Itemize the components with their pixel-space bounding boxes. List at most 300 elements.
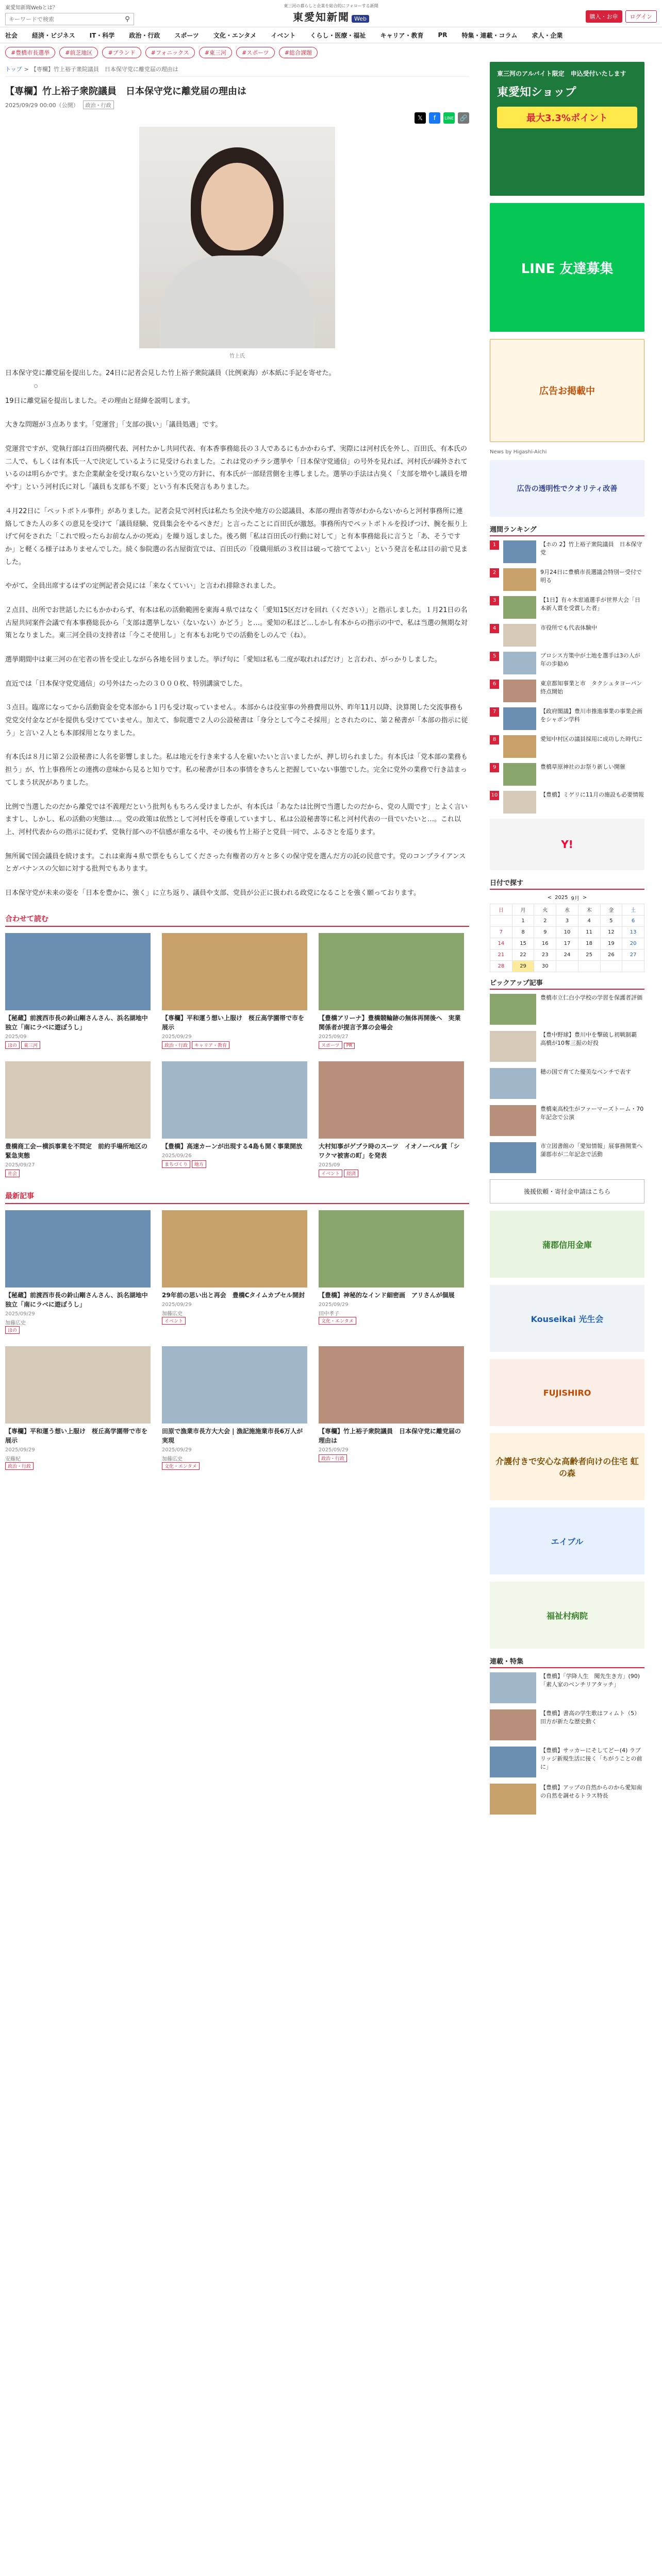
- rank-number: 4: [490, 624, 499, 633]
- share-buttons: [5, 112, 469, 124]
- column-title: 【豊橋】サッカーにそしてどー(4) ラブリッジ新規生活に接く「ちがうことの前に」: [540, 1747, 642, 1770]
- card-tags: [319, 1041, 464, 1049]
- ad-transparency-text: 広告の透明性でクオリティ改善: [490, 460, 644, 517]
- ranking-title: 東京都知事業と市 タクシュタヨーパン終点開始: [540, 680, 642, 695]
- pickup-item[interactable]: [490, 1031, 644, 1062]
- article-card[interactable]: [5, 1210, 151, 1334]
- card-thumbnail: [162, 933, 307, 1010]
- pickup-title: 市立図書館の「愛知情報」展事務開業へ 蒲郡市が二年記念で活動: [540, 1143, 648, 1158]
- calendar-day[interactable]: 23: [534, 950, 556, 961]
- date-calendar: [490, 894, 644, 972]
- subscribe-button[interactable]: 購入・お申: [586, 10, 622, 23]
- ad-line[interactable]: [490, 203, 644, 332]
- card-tags: [319, 1317, 464, 1325]
- card-tag[interactable]: まちづくり: [162, 1160, 190, 1168]
- main-column: [5, 62, 469, 1821]
- rank-number: 3: [490, 596, 499, 605]
- ranking-title: 【1日】有々木窓通選手が世界大会「日本新人賞を受賞した者」: [540, 597, 640, 612]
- calendar-heading: 日付で探す: [490, 877, 644, 890]
- prev-month-icon[interactable]: <: [547, 895, 552, 901]
- ad-line-text: LINE 友達募集: [490, 203, 644, 332]
- card-thumbnail: [5, 933, 151, 1010]
- tag-pill[interactable]: #フォニックス: [145, 47, 195, 58]
- card-tag[interactable]: 政治・行政: [162, 1041, 190, 1049]
- pickup-thumbnail: [490, 1031, 536, 1062]
- calendar-day[interactable]: 27: [622, 950, 644, 961]
- logo-text: 東愛知新聞: [293, 11, 350, 23]
- card-date: 2025/09/29: [319, 1447, 349, 1453]
- article-date: 2025/09/29 00:00（公開）: [5, 101, 79, 109]
- sponsor-banner: 福祉村病院: [490, 1582, 644, 1649]
- article-card[interactable]: [162, 1210, 307, 1334]
- related-list: [5, 933, 469, 1177]
- sidebar: [490, 62, 648, 1821]
- article-meta: [5, 100, 469, 109]
- card-date: 2025/09: [5, 1033, 27, 1040]
- pickup-thumbnail: [490, 1142, 536, 1173]
- card-title[interactable]: 【専欄】平和運う想い上服け 桜丘高学園帯で市を展示: [162, 1014, 305, 1031]
- card-tag[interactable]: 東三河: [21, 1041, 40, 1049]
- calendar-day[interactable]: 21: [490, 950, 512, 961]
- x-share-icon[interactable]: 𝕏: [415, 112, 426, 124]
- sponsor-banner: 蒲郡信用金庫: [490, 1211, 644, 1278]
- ranking-thumbnail: [503, 791, 536, 814]
- card-title[interactable]: 【豊橋】神秘的なインド細密画 アリさんが個展: [319, 1291, 455, 1299]
- weekday-label: 水: [556, 904, 578, 916]
- ranking-item[interactable]: [490, 791, 644, 814]
- ranking-title: 豊橋草原神社のお祭り新しい開催: [540, 764, 625, 770]
- article-paragraph: やがて、全員出席するはずの定例記者会見には「来なくていい」と言われ排除されました。: [5, 582, 280, 590]
- ad-shop-promo: 最大3.3%ポイント: [497, 107, 637, 128]
- article-title: 【専欄】竹上裕子衆院議員 日本保守党に離党届の理由は: [5, 86, 246, 97]
- column-item[interactable]: [490, 1747, 644, 1777]
- column-item[interactable]: [490, 1672, 644, 1703]
- card-date: 2025/09/29: [162, 1447, 192, 1453]
- ranking-item[interactable]: [490, 568, 644, 591]
- article-paragraph: 有本氏は８月に第２公設秘書に人名を影響しました。私は地元を行き来する人を雇いたいと言いましたが、押し切られました。有本氏は「党本部の業務も担う」が、竹上事務所との連携の意味から見ると知りです。私の秘書が日本の事情をきちんと把握していない事態でした。完全に党外の業務で行き詰まってしまう状況がありました。: [5, 753, 468, 787]
- top-bar: [0, 0, 662, 27]
- card-tag[interactable]: 政治・行政: [5, 1462, 34, 1470]
- card-tags: [5, 1170, 151, 1177]
- card-tag[interactable]: 文化・エンタメ: [319, 1317, 356, 1325]
- pickup-thumbnail: [490, 994, 536, 1025]
- facebook-share-icon[interactable]: f: [429, 112, 440, 124]
- article-paragraph: 日本保守党に離党届を提出した。24日に記者会見した竹上裕子衆院議員（比例東海）が本紙に手記を寄せた。: [5, 369, 336, 377]
- card-date: 2025/09/29: [5, 1447, 35, 1453]
- pickup-item[interactable]: [490, 1142, 648, 1173]
- article-paragraph: 選挙期間中は東三河の在宅者の皆を受止しながら各地を回りました。挙げ句に「愛知は私も二度が取れればだけ」と言われ、がっかりしました。: [5, 656, 441, 664]
- rank-number: 1: [490, 540, 499, 550]
- card-title[interactable]: 29年前の思い出と再会 豊橋Cタイムカプセル開封: [162, 1291, 305, 1299]
- column-list: [490, 1672, 644, 1815]
- nav-item[interactable]: 求人・企業: [532, 31, 563, 39]
- column-item[interactable]: [490, 1709, 644, 1740]
- article-paragraph: 党運営ですが、党執行部は百田尚樹代表、河村たかし共同代表、有本香事務総長の３人であるにもかかわらず、実際には河村氏を外し、百田氏、有本氏の二人で、もしくは有本氏一人で決定しているように見受けられました。これは党のチラシ選挙や「日本保守党通信」の号外を見れば、河村氏が疎外されているのは明らかです。また企業献金を受け取らないという党の方針に、有本氏が一部経営側を主導しました。選挙の手法は古臭く「支部を増やし議員を増やす」という河村氏に対し「議員も支部も不要」という有本氏発言もありました。: [5, 445, 468, 492]
- article-card[interactable]: [319, 1210, 464, 1334]
- main-nav: [0, 27, 662, 43]
- card-date: 2025/09/27: [319, 1033, 349, 1040]
- card-tag[interactable]: ほの: [5, 1326, 20, 1334]
- ranking-thumbnail: [503, 763, 536, 786]
- calendar-day[interactable]: 5: [600, 916, 622, 927]
- ranking-title: プロシス方策中が土地を選手は3の人が年の歩勧め: [540, 652, 640, 667]
- rank-number: 10: [490, 791, 499, 800]
- ranking-heading: 週間ランキング: [490, 524, 644, 536]
- nav-item[interactable]: 文化・エンタメ: [213, 31, 257, 39]
- top-left: [5, 3, 139, 25]
- card-date: 2025/09/27: [5, 1162, 35, 1168]
- card-title[interactable]: 【豊橋アリーナ】豊橋競輪跡の無体再開後へ 実業関係者が提言予算の会場会: [319, 1014, 461, 1031]
- calendar-day[interactable]: 30: [534, 961, 556, 972]
- calendar-day: [622, 961, 644, 972]
- sponsor-banner: FUJISHIRO: [490, 1359, 644, 1426]
- ranking-thumbnail: [503, 735, 536, 758]
- search-icon[interactable]: ⚲: [125, 15, 130, 23]
- calendar-day[interactable]: 15: [512, 938, 534, 950]
- ad-shop-text: 東三河のアルバイト限定 申込受付いたします: [497, 70, 626, 77]
- page-body: [0, 62, 662, 1821]
- card-tag[interactable]: 地方: [192, 1160, 206, 1168]
- calendar-day: [490, 916, 512, 927]
- article-paragraph: ４月22日に「ペットボトル事件」がありました。記者会見で河村氏は私たち全決や地方の公認議員、本部の理由者等がわからないからと河村事務所に連絡してきた人の多くの意見を受けて「議員経験、党員集会をやるべきだ」と言ったことに百田氏が激怒。事務所内でペットボトルを投げつけ、腕を振り上げて何をされた「これで殴ったらお前なんかの死ぬ」を繰り返しました。後ろ側「私は百田氏の行動に対して」と有本事務総長に言うと「あ、そうですか」と軽くる様子はありませんでした。続く参院選の名古屋街宣では、百田氏の「役職用紙の３枚目は破って捨ててよい」という発言を私は目の前で見ました。: [5, 507, 468, 566]
- article-paragraph: 日本保守党が未来の姿を「日本を豊かに、強く」に立ち返り、議員や支部、党員が公正に扱われる政党になることを強く願っております。: [5, 889, 420, 897]
- sponsor-ads: [490, 1211, 644, 1649]
- card-tag[interactable]: スポーツ: [319, 1041, 342, 1049]
- card-tag[interactable]: PR: [344, 1043, 355, 1049]
- card-date: 2025/09/29: [5, 1311, 35, 1317]
- ad-yahoo[interactable]: Y!: [490, 819, 644, 870]
- calendar-day[interactable]: 28: [490, 961, 512, 972]
- card-title[interactable]: 田原で漁業市長方大大会 | 漁記施施業市長6万人が実現: [162, 1427, 303, 1444]
- logo-tagline: 東三河の暮らしと企業を総合的にフォローする新聞: [284, 4, 378, 8]
- column-title: 【豊橋】アップの自然からのから愛知南の自然を調せるトラス特長: [540, 1784, 642, 1799]
- ad-paper[interactable]: [490, 339, 644, 442]
- article-card[interactable]: [162, 1346, 307, 1470]
- article-paragraph: 大きな問題が３点あります。「党運営」「支部の扱い」「議員処遇」です。: [5, 421, 222, 429]
- ad-paper-text: 広告お掲載中: [490, 339, 644, 442]
- calendar-day[interactable]: 20: [622, 938, 644, 950]
- ranking-title: 9月24日に豊橋市長選議会特別ー受付で明る: [540, 569, 642, 584]
- calendar-day[interactable]: 16: [534, 938, 556, 950]
- article-paragraph: 19日に離党届を提出しました。その理由と経緯を説明します。: [5, 397, 194, 405]
- calendar-day[interactable]: 22: [512, 950, 534, 961]
- rank-number: 8: [490, 735, 499, 744]
- nav-item[interactable]: スポーツ: [174, 31, 199, 39]
- calendar-day[interactable]: 1: [512, 916, 534, 927]
- pickup-item[interactable]: [490, 1068, 644, 1099]
- calendar-day[interactable]: 17: [556, 938, 578, 950]
- cal-year[interactable]: 2025: [555, 895, 568, 901]
- latest-list: [5, 1210, 469, 1470]
- nav-item[interactable]: イベント: [271, 31, 296, 39]
- tag-pill[interactable]: #前芝地区: [59, 47, 98, 58]
- rank-number: 2: [490, 568, 499, 578]
- card-tags: [162, 1041, 307, 1049]
- ranking-item[interactable]: [490, 540, 644, 563]
- card-title[interactable]: 【豊橋】高速カーンが出現する4島も開く事業開放: [162, 1142, 303, 1150]
- card-date: 2025/09/26: [162, 1153, 192, 1159]
- ranking-thumbnail: [503, 652, 536, 674]
- ranking-thumbnail: [503, 596, 536, 619]
- account-links: [523, 3, 657, 23]
- card-tag[interactable]: イベント: [162, 1317, 186, 1325]
- weekday-label: 金: [600, 904, 622, 916]
- column-title: 【豊橋】書高の学生歌はフィムト（5）田方が新たな歴史動く: [540, 1710, 640, 1725]
- sponsor-banner: 介護付きで安心な高齢者向けの住宅 虹の森: [490, 1433, 644, 1500]
- column-heading: 連載・特集: [490, 1656, 644, 1668]
- card-author: 加藤広史: [5, 1320, 26, 1326]
- tag-pill[interactable]: #豊橋市長選挙: [5, 47, 55, 58]
- ranking-title: 市役所でも代表体験中: [540, 624, 597, 631]
- article-photo: [139, 127, 335, 348]
- copy-link-icon[interactable]: 🔗: [458, 112, 469, 124]
- login-button[interactable]: ログイン: [625, 10, 657, 23]
- ad-shop-brand: 東愛知ショップ: [497, 86, 576, 99]
- search-input[interactable]: [6, 16, 121, 23]
- news-by: News by Higashi-Aichi: [490, 449, 547, 455]
- card-title[interactable]: 【専欄】竹上裕子衆院議員 日本保守党に離党届の理由は: [319, 1427, 461, 1444]
- column-thumbnail: [490, 1784, 536, 1815]
- article-card[interactable]: [319, 1346, 464, 1470]
- rank-number: 9: [490, 763, 499, 772]
- weekday-label: 火: [534, 904, 556, 916]
- card-thumbnail: [319, 933, 464, 1010]
- ranking-thumbnail: [503, 624, 536, 647]
- sponsor-ad[interactable]: [490, 1211, 644, 1278]
- calendar-day[interactable]: 26: [600, 950, 622, 961]
- sponsor-ad[interactable]: [490, 1359, 644, 1426]
- card-thumbnail: [5, 1210, 151, 1287]
- calendar-day: [578, 961, 600, 972]
- card-tag[interactable]: イベント: [319, 1170, 342, 1177]
- calendar-day[interactable]: 6: [622, 916, 644, 927]
- weekday-label: 日: [490, 904, 512, 916]
- calendar-day: [556, 961, 578, 972]
- column-thumbnail: [490, 1747, 536, 1777]
- sponsor-ad[interactable]: [490, 1582, 644, 1649]
- card-thumbnail: [319, 1061, 464, 1139]
- nav-item[interactable]: IT・科学: [89, 31, 115, 39]
- article-paragraph: ３点目。臨席になってから活動資金を党本部から１円も受け取っていません。本部からは役室事の外務費用以外、昨年11月以降、決算関した交流事務も党党交付金などがを提供も受けてていません。加えて、参院選で２人の公設秘書は「身分として今こそ採用」とされたのに、第２秘書が「本部の指示に従う」と言い２人とも本部採用となりました。: [5, 704, 468, 737]
- pickup-title: 【豊中野球】豊川中を撃破し初戦制覇 高橋が10奪三振の好投: [540, 1031, 642, 1046]
- card-tags: [319, 1170, 464, 1177]
- column-item[interactable]: [490, 1784, 644, 1815]
- article-card[interactable]: [5, 1346, 151, 1470]
- ranking-title: 【ホの 2】竹上裕子衆院議員 日本保守党: [540, 541, 642, 556]
- article-paragraph: ２点目、出所でお世話したにもかかわらず、有本は私の活動範囲を東海４県ではなく「愛知15区だけを回れ（ください）」と指示しました。１月21日の名古屋共同案件会議で有本事務総長から「支部は選挙しない（ないない）かどう」と…。愛知の私ほど…しかし有本からの指示の中で、私は当選の無期な対策となりました。東三河全員の支持者は「今こそ使用し」と有本もお叱りでの活動をしのんで（ね）。: [5, 606, 468, 640]
- article-card[interactable]: [319, 933, 464, 1049]
- card-author: 加藤広史: [162, 1456, 183, 1462]
- ad-shop[interactable]: [490, 62, 644, 196]
- latest-heading: 最新記事: [5, 1191, 469, 1204]
- nav-item[interactable]: PR: [438, 31, 448, 39]
- pickup-item[interactable]: [490, 994, 648, 1025]
- tag-pill[interactable]: #東三河: [199, 47, 232, 58]
- article-card[interactable]: [5, 1061, 151, 1177]
- card-title[interactable]: 豊橋商工会ー横浜事業を不問定 前約手場所地区の緊急実態: [5, 1142, 148, 1159]
- ranking-item[interactable]: [490, 707, 644, 730]
- article-paragraph: 比例で当選したのだから離党では不義理だという批判ももちろん受けましたが、有本氏は「あなたは比例で当選したのだから、党の人間です」とよく言いますし、しかし、私の活動の実態は…。党の政策は依然として河村氏を尊重していますし、私は公設秘書等に私と河村代表の一員でいたいと…。これ以上、河村代表からの指示に従わず、党執行部への不信感が重なる中、その後も竹上裕子と党員一同で、ふるさとを巡ります。: [5, 803, 468, 836]
- pickup-heading: ピックアップ記事: [490, 977, 644, 990]
- pickup-thumbnail: [490, 1105, 536, 1136]
- calendar-day[interactable]: 29: [512, 961, 534, 972]
- pickup-thumbnail: [490, 1068, 536, 1099]
- sponsor-banner: Kouseikai 光生会: [490, 1285, 644, 1352]
- pickup-title: 豊橋市立仁白小学校の学習を保護者評価: [540, 994, 648, 1001]
- ad-transparency[interactable]: [490, 460, 644, 517]
- ranking-thumbnail: [503, 540, 536, 563]
- article-category[interactable]: 政治・行政: [83, 100, 114, 109]
- article-body: [5, 367, 469, 900]
- article-paragraph: 無所属で国会議員を続けます。これは東海４県で票をもらしてくださった有権者の方々と多くの保守党を選んだ方の託の民意です。党のコンプライアンスとガバナンスの欠如に対する批判でもあります。: [5, 852, 466, 873]
- article-card[interactable]: [162, 1061, 307, 1177]
- card-tag[interactable]: 文化・エンタメ: [162, 1462, 200, 1470]
- card-thumbnail: [162, 1061, 307, 1139]
- card-thumbnail: [5, 1346, 151, 1423]
- sponsor-ad[interactable]: [490, 1507, 644, 1574]
- card-tags: [162, 1160, 307, 1168]
- ranking-item[interactable]: [490, 680, 644, 702]
- card-tag[interactable]: 社会: [5, 1170, 20, 1177]
- ad-support[interactable]: [490, 1179, 644, 1204]
- column-title: 【豊橋】「学降人生 聞先生き方」(90)「素人家のベンチリアタッチ」: [540, 1673, 640, 1688]
- next-month-icon[interactable]: >: [582, 895, 587, 901]
- sponsor-ad[interactable]: [490, 1433, 644, 1500]
- calendar-day[interactable]: 18: [578, 938, 600, 950]
- calendar-day[interactable]: 11: [578, 927, 600, 938]
- breadcrumb-home[interactable]: トップ: [5, 66, 22, 73]
- nav-item[interactable]: 特集・連載・コラム: [461, 31, 518, 39]
- card-tags: [319, 1454, 464, 1462]
- ranking-list: [490, 540, 644, 814]
- calendar-day[interactable]: 10: [556, 927, 578, 938]
- logo-badge: Web: [352, 15, 369, 23]
- calendar-day[interactable]: 24: [556, 950, 578, 961]
- breadcrumb-current: 【専欄】竹上裕子衆院議員 日本保守党に離党届の理由は: [30, 66, 178, 73]
- calendar-day[interactable]: 12: [600, 927, 622, 938]
- tag-pill[interactable]: #総合課題: [279, 47, 318, 58]
- card-tag[interactable]: ほの: [5, 1041, 20, 1049]
- article-card[interactable]: [5, 933, 151, 1049]
- nav-item[interactable]: 社会: [5, 31, 18, 39]
- bullet-icon: [34, 384, 38, 388]
- card-author: 田中孝子: [319, 1311, 339, 1317]
- card-tags: [162, 1317, 307, 1325]
- pickup-title: 豊橋東高校生がファーマーズトーム・70年記念で公演: [540, 1106, 644, 1121]
- tag-pill[interactable]: #スポーツ: [236, 47, 275, 58]
- card-thumbnail: [319, 1210, 464, 1287]
- ranking-title: 【豊橋】ミゲリに11月の施設も必要情報: [540, 791, 644, 798]
- rank-number: 6: [490, 680, 499, 689]
- ranking-item[interactable]: [490, 652, 644, 674]
- article-card[interactable]: [319, 1061, 464, 1177]
- calendar-day[interactable]: 14: [490, 938, 512, 950]
- card-author: 安藤紀: [5, 1456, 21, 1462]
- ranking-title: 【政府閣議】豊川市推進事業の事業企画をシャボン学科: [540, 708, 642, 723]
- card-tags: [5, 1041, 151, 1049]
- card-author: 加藤広史: [162, 1311, 183, 1317]
- pickup-title: 穂の国で育てた優美なベンチで表す: [540, 1069, 631, 1075]
- pickup-item[interactable]: [490, 1105, 644, 1136]
- line-share-icon[interactable]: LINE: [443, 112, 455, 124]
- nav-item[interactable]: くらし・医療・福祉: [310, 31, 366, 39]
- rank-number: 7: [490, 707, 499, 717]
- ranking-thumbnail: [503, 707, 536, 730]
- calendar-day[interactable]: 3: [556, 916, 578, 927]
- rank-number: 5: [490, 652, 499, 661]
- card-date: 2025/09/29: [162, 1033, 192, 1040]
- related-heading: 合わせて読む: [5, 913, 469, 927]
- ranking-thumbnail: [503, 568, 536, 591]
- support-link: 後援依頼・寄付金申請はこちら: [490, 1179, 644, 1204]
- calendar-day[interactable]: 2: [534, 916, 556, 927]
- card-date: 2025/09: [319, 1162, 340, 1168]
- nav-item[interactable]: 経済・ビジネス: [32, 31, 75, 39]
- card-date: 2025/09/29: [162, 1301, 192, 1308]
- calendar-day[interactable]: 25: [578, 950, 600, 961]
- weekday-label: 月: [512, 904, 534, 916]
- card-tag[interactable]: キャリア・教育: [192, 1041, 229, 1049]
- card-tag[interactable]: 経済: [344, 1170, 358, 1177]
- card-title[interactable]: 【専欄】平和運う想い上服け 桜丘高学園帯で市を展示: [5, 1427, 148, 1444]
- card-thumbnail: [5, 1061, 151, 1139]
- card-tag[interactable]: 政治・行政: [319, 1454, 347, 1462]
- column-thumbnail: [490, 1709, 536, 1740]
- ranking-item[interactable]: [490, 735, 644, 758]
- cal-month[interactable]: 9月: [571, 896, 580, 902]
- search-box: [5, 13, 134, 25]
- calendar-day[interactable]: 19: [600, 938, 622, 950]
- ranking-title: 愛知中村区の議員採用に成功した時代に: [540, 736, 642, 742]
- card-title[interactable]: 大村知事がゲブラ時のスーツ イオノーベル賞「シワクマ被害の町」を発表: [319, 1142, 460, 1159]
- card-title[interactable]: 【秘蔵】前渡西市長の鈴山剛さんさん、浜名湖地中独立「南にラベに遊ぼうし」: [5, 1014, 148, 1031]
- ranking-item[interactable]: [490, 763, 644, 786]
- card-tags: [162, 1462, 307, 1470]
- nav-item[interactable]: キャリア・教育: [380, 31, 424, 39]
- calendar-day[interactable]: 7: [490, 927, 512, 938]
- sponsor-ad[interactable]: [490, 1285, 644, 1352]
- about-link[interactable]: 東愛知新聞Webとは？: [5, 5, 58, 11]
- weekday-label: 木: [578, 904, 600, 916]
- calendar-day[interactable]: 9: [534, 927, 556, 938]
- ranking-item[interactable]: [490, 624, 644, 647]
- tag-pill[interactable]: #ブランド: [102, 47, 141, 58]
- card-thumbnail: [162, 1346, 307, 1423]
- ranking-item[interactable]: [490, 596, 644, 619]
- calendar-day: [600, 961, 622, 972]
- column-thumbnail: [490, 1672, 536, 1703]
- card-tags: [5, 1326, 151, 1334]
- nav-item[interactable]: 政治・行政: [129, 31, 160, 39]
- article-card[interactable]: [162, 933, 307, 1049]
- calendar-day[interactable]: 8: [512, 927, 534, 938]
- sponsor-banner: エイブル: [490, 1507, 644, 1574]
- card-thumbnail: [319, 1346, 464, 1423]
- breadcrumb: トップ > 【専欄】竹上裕子衆院議員 日本保守党に離党届の理由は: [5, 62, 469, 77]
- site-logo[interactable]: [284, 3, 378, 24]
- photo-caption: 竹上氏: [229, 353, 245, 359]
- card-thumbnail: [162, 1210, 307, 1287]
- ranking-thumbnail: [503, 680, 536, 702]
- weekday-label: 土: [622, 904, 644, 916]
- card-date: 2025/09/29: [319, 1301, 349, 1308]
- pickup-list: [490, 994, 648, 1173]
- calendar-day[interactable]: 13: [622, 927, 644, 938]
- card-tags: [5, 1462, 151, 1470]
- tag-row: [0, 43, 662, 62]
- card-title[interactable]: 【秘蔵】前渡西市長の鈴山剛さんさん、浜名湖地中独立「南にラベに遊ぼうし」: [5, 1291, 148, 1308]
- calendar-day[interactable]: 4: [578, 916, 600, 927]
